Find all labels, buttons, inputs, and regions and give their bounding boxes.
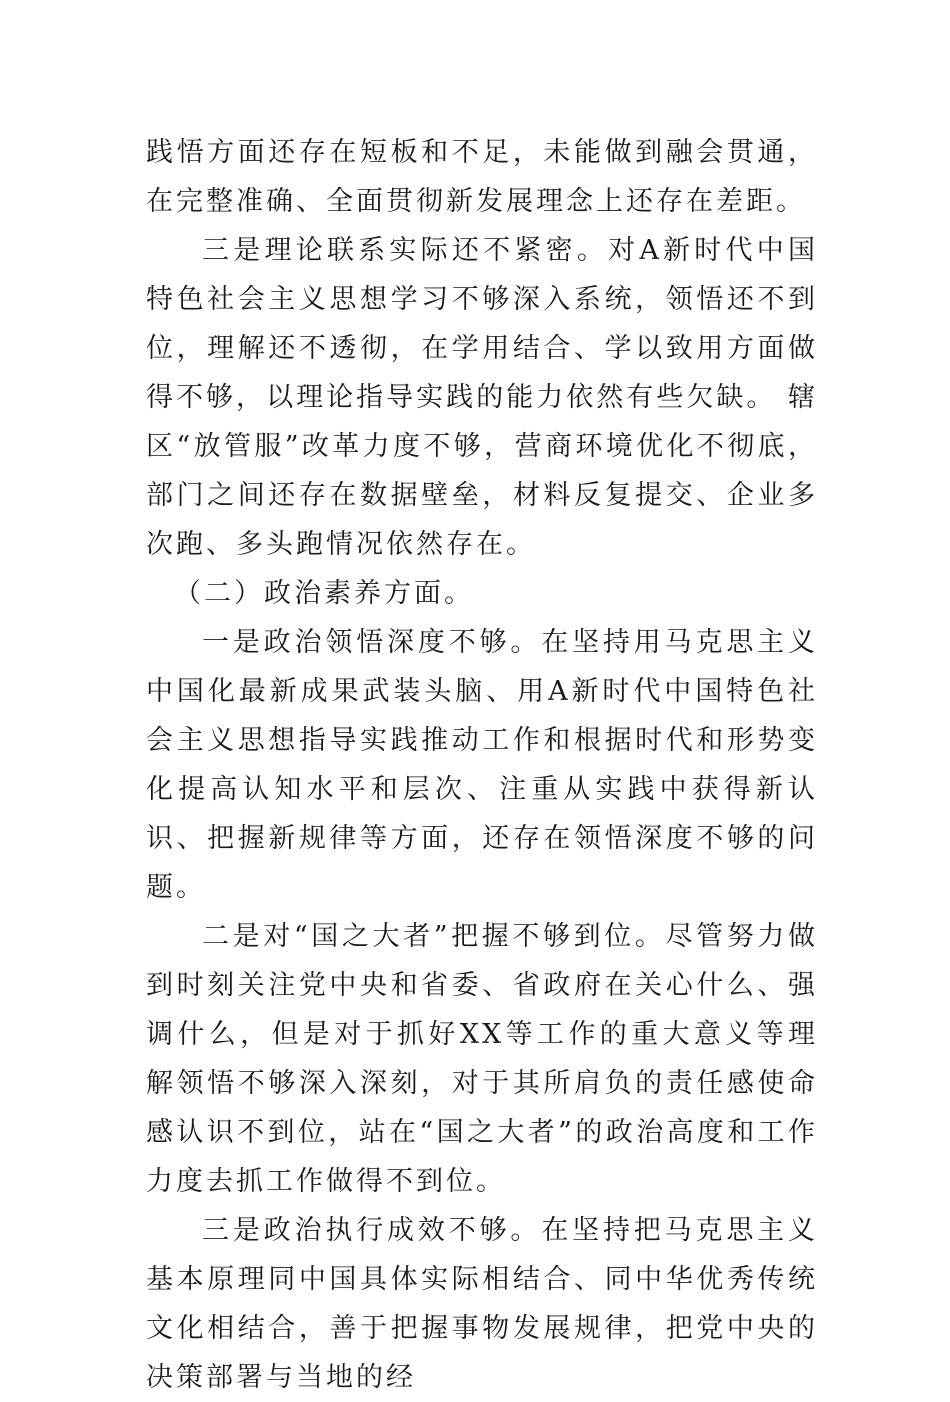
paragraph-guozhidazhe: 二是对“国之大者”把握不够到位。尽管努力做到时刻关注党中央和省委、省政府在关心什么、强调什么，但是对于抓好XX等工作的重大意义等理解领悟不够深入深刻，对于其所肩负的责任感使命感认识不到位，站在“国之大者”的政治高度和工作力度去抓工作做得不到位。 [146,921,818,1197]
paragraph-theory-practice: 三是理论联系实际还不紧密。对A新时代中国特色社会主义思想学习不够深入系统，领悟还不到位，理解还不透彻，在学用结合、学以致用方面做得不够，以理论指导实践的能力依然有些欠缺。 辖区“放管服”改革力度不够，营商环境优化不彻底，部门之间还存在数据壁垒，材料反复提交、企业多次跑、多头跑情况依然存在。 [146,235,818,560]
section-heading-political-literacy: （二）政治素养方面。 [174,578,474,609]
paragraph-political-comprehension: 一是政治领悟深度不够。在坚持用马克思主义中国化最新成果武装头脑、用A新时代中国特色社会主义思想指导实践推动工作和根据时代和形势变化提高认知水平和层次、注重从实践中获得新认识、把握新规律等方面，还存在领悟深度不够的问题。 [146,627,818,903]
paragraph-continuation: 践悟方面还存在短板和不足，未能做到融会贯通，在完整准确、全面贯彻新发展理念上还存在差距。 [146,137,818,217]
document-body [146,128,818,1402]
paragraph-political-execution: 三是政治执行成效不够。在坚持把马克思主义基本原理同中国具体实际相结合、同中华优秀传统文化相结合，善于把握事物发展规律，把党中央的决策部署与当地的经 [146,1215,818,1393]
